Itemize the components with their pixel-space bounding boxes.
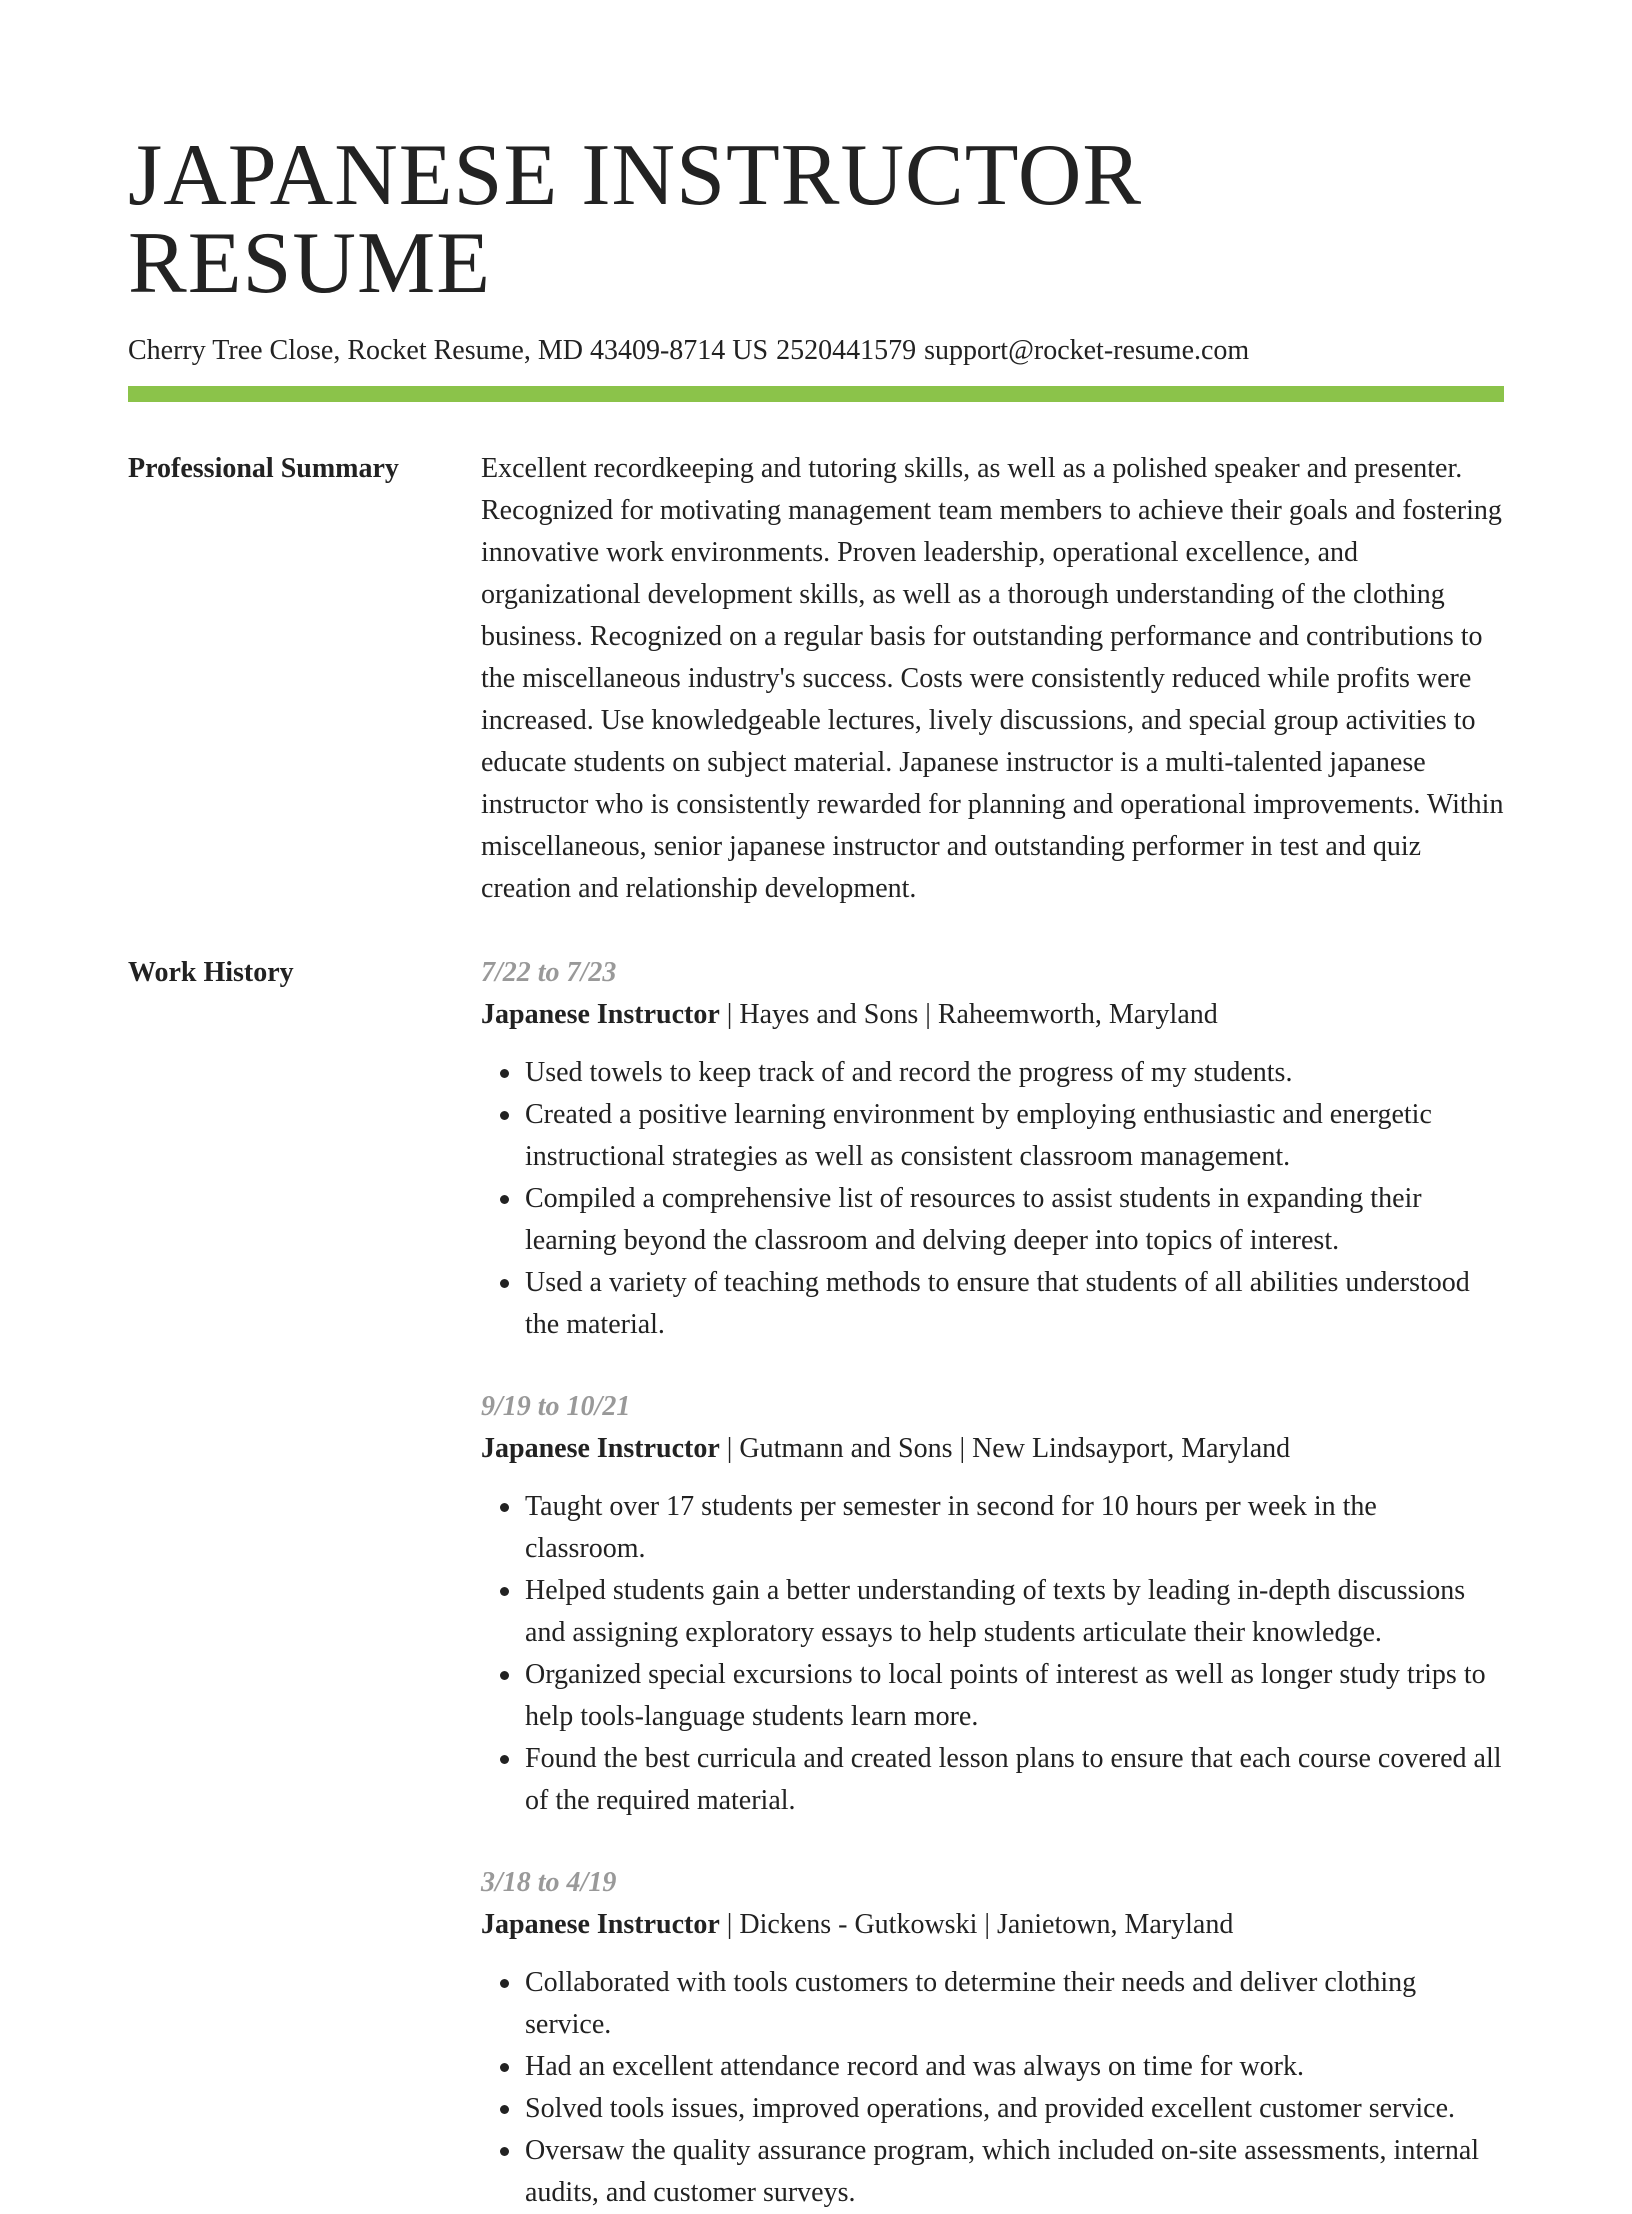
section-title-summary: Professional Summary: [128, 452, 399, 484]
work-history-body: [481, 952, 1504, 2214]
summary-body: [481, 448, 1504, 910]
job-bullet: Used a variety of teaching methods to ensure that students of all abilities understood the material.: [525, 1262, 1504, 1346]
job-bullet: Used towels to keep track of and record the progress of my students.: [525, 1052, 1504, 1094]
job-details: | Dickens - Gutkowski | Janietown, Maryland: [719, 1908, 1234, 1940]
job-bullet: Solved tools issues, improved operations, and provided excellent customer service.: [525, 2088, 1504, 2130]
section-title-work-history: Work History: [128, 956, 294, 988]
resume-title: JAPANESE INSTRUCTOR RESUME: [128, 127, 1143, 312]
job-heading: [481, 1428, 1504, 1470]
professional-summary-section: [128, 448, 1504, 910]
job-bullet: Compiled a comprehensive list of resources to assist students in expanding their learning beyond the classroom and delving deeper into topics of interest.: [525, 1178, 1504, 1262]
job-bullet: Helped students gain a better understanding of texts by leading in-depth discussions and assigning exploratory essays to help students articulate their knowledge.: [525, 1570, 1504, 1654]
job-bullet: Organized special excursions to local points of interest as well as longer study trips to help tools-language students learn more.: [525, 1654, 1504, 1738]
job-details: | Hayes and Sons | Raheemworth, Maryland: [719, 998, 1218, 1030]
job-dates: 9/19 to 10/21: [481, 1390, 631, 1422]
job-dates: 7/22 to 7/23: [481, 956, 617, 988]
job-heading: [481, 1904, 1504, 1946]
work-history-section: [128, 952, 1504, 2214]
job-entry: [481, 1386, 1504, 1822]
job-entry: [481, 952, 1504, 1346]
job-bullet: Taught over 17 students per semester in second for 10 hours per week in the classroom.: [525, 1486, 1504, 1570]
job-bullets: [481, 1052, 1504, 1346]
job-bullet: Had an excellent attendance record and was always on time for work.: [525, 2046, 1504, 2088]
job-title: Japanese Instructor: [481, 1432, 720, 1464]
contact-phone: 2520441579: [776, 335, 917, 366]
job-bullets: [481, 1962, 1504, 2214]
job-bullet: Found the best curricula and created lesson plans to ensure that each course covered all of the required material.: [525, 1738, 1504, 1822]
job-bullet: Collaborated with tools customers to determine their needs and deliver clothing service.: [525, 1962, 1504, 2046]
contact-email: support@rocket-resume.com: [924, 335, 1250, 366]
job-title: Japanese Instructor: [481, 998, 720, 1030]
job-bullets: [481, 1486, 1504, 1822]
job-bullet: Created a positive learning environment by employing enthusiastic and energetic instructional strategies as well as consistent classroom management.: [525, 1094, 1504, 1178]
job-details: | Gutmann and Sons | New Lindsayport, Maryland: [719, 1432, 1291, 1464]
job-dates: 3/18 to 4/19: [481, 1866, 617, 1898]
accent-divider: [128, 386, 1504, 402]
job-title: Japanese Instructor: [481, 1908, 720, 1940]
job-entry: [481, 1862, 1504, 2214]
contact-line: [128, 334, 1504, 368]
job-bullet: Oversaw the quality assurance program, which included on-site assessments, internal audits, and customer surveys.: [525, 2130, 1504, 2214]
summary-text: Excellent recordkeeping and tutoring skills, as well as a polished speaker and presenter. Recognized for motivating management team members to achieve their goals and fostering innovative work environments. Proven leadership, operational excellence, and organizational development skills, as well as a thorough understanding of the clothing business. Recognized on a regular basis for outstanding performance and contributions to the miscellaneous industry's success. Costs were consistently reduced while profits were increased. Use knowledgeable lectures, lively discussions, and special group activities to educate students on subject material. Japanese instructor is a multi-talented japanese instructor who is consistently rewarded for planning and operational improvements. Within miscellaneous, senior japanese instructor and outstanding performer in test and quiz creation and relationship development.: [481, 452, 1504, 904]
job-heading: [481, 994, 1504, 1036]
contact-address: Cherry Tree Close, Rocket Resume, MD 43409-8714 US: [128, 335, 769, 366]
